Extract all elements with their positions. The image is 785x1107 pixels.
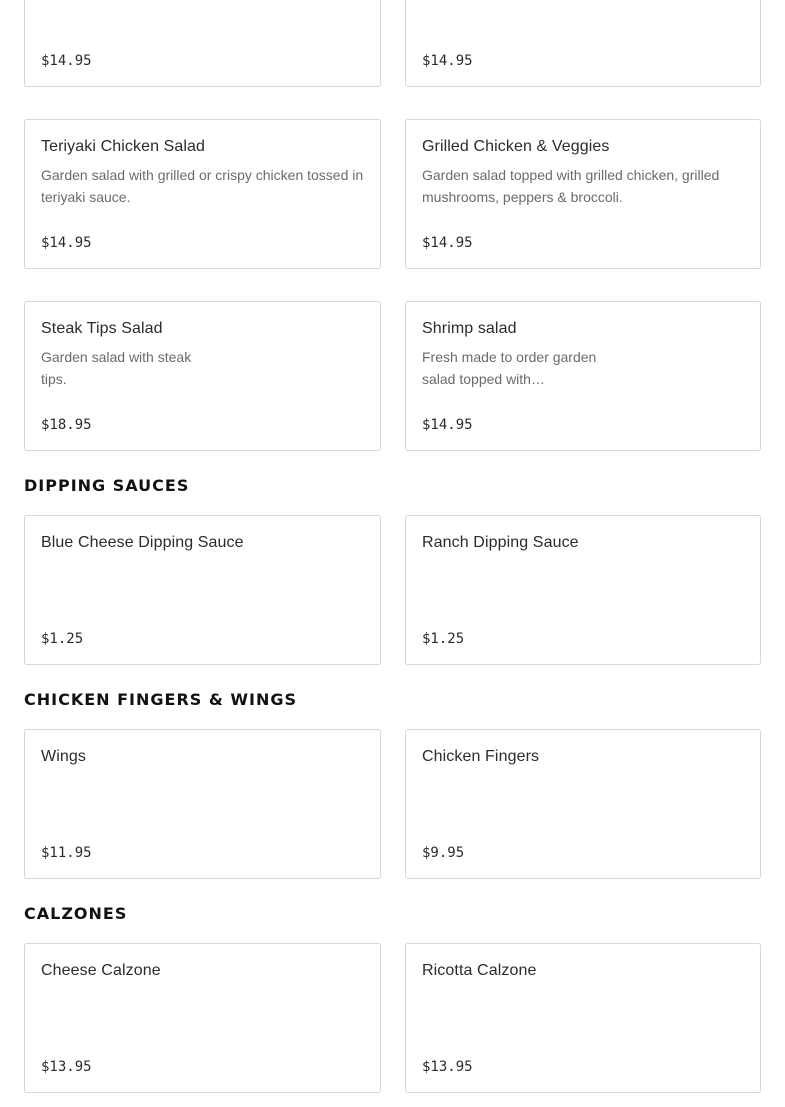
- menu-item-description: [422, 0, 744, 4]
- menu-item-price: $14.95: [422, 235, 473, 251]
- menu-item-description: Garden salad topped with grilled chicken, grilled mushrooms, peppers & broccoli.: [422, 167, 720, 205]
- menu-item-price: $9.95: [422, 845, 465, 861]
- menu-item-price: $14.95: [422, 417, 473, 433]
- menu-item-card[interactable]: [405, 119, 761, 269]
- section-heading-chicken-fingers-wings: CHICKEN FINGERS & WINGS: [24, 690, 298, 709]
- section-heading-dipping-sauces: DIPPING SAUCES: [24, 476, 190, 495]
- menu-item-card[interactable]: [405, 729, 761, 879]
- menu-item-price: $14.95: [41, 53, 92, 69]
- menu-item-price: $18.95: [41, 417, 92, 433]
- menu-item-card[interactable]: [405, 301, 761, 451]
- menu-item-price: $14.95: [41, 235, 92, 251]
- menu-item-title: Grilled Chicken & Veggies: [422, 138, 610, 155]
- menu-item-title: Wings: [41, 748, 86, 765]
- menu-item-title: Cheese Calzone: [41, 962, 161, 979]
- menu-item-title: Steak Tips Salad: [41, 320, 163, 337]
- menu-item-card[interactable]: [24, 0, 381, 87]
- menu-item-title: Shrimp salad: [422, 320, 517, 337]
- menu-item-title: Teriyaki Chicken Salad: [41, 138, 206, 155]
- menu-item-description: Garden salad with grilled or crispy chicken tossed in teriyaki sauce.: [41, 167, 364, 205]
- menu-item-title: Chicken Fingers: [422, 748, 540, 765]
- menu-item-title: Blue Cheese Dipping Sauce: [41, 534, 244, 551]
- menu-item-price: $13.95: [422, 1059, 473, 1075]
- menu-item-price: $13.95: [41, 1059, 92, 1075]
- section-heading-calzones: CALZONES: [24, 904, 128, 923]
- menu-item-card[interactable]: [24, 301, 381, 451]
- menu-item-price: $14.95: [422, 53, 473, 69]
- menu-item-card[interactable]: [405, 0, 761, 87]
- menu-item-card[interactable]: [405, 515, 761, 665]
- menu-item-card[interactable]: [24, 119, 381, 269]
- menu-item-card[interactable]: [405, 943, 761, 1093]
- menu-item-price: $11.95: [41, 845, 92, 861]
- menu-item-card[interactable]: [24, 515, 381, 665]
- menu-item-card[interactable]: [24, 943, 381, 1093]
- menu-item-title: Ranch Dipping Sauce: [422, 534, 579, 551]
- menu-item-price: $1.25: [41, 631, 84, 647]
- menu-item-price: $1.25: [422, 631, 465, 647]
- menu-item-description: Fresh made to order garden salad topped with…: [422, 349, 597, 387]
- menu-item-description: Garden salad with steak tips.: [41, 349, 192, 387]
- menu-item-card[interactable]: [24, 729, 381, 879]
- menu-item-title: Ricotta Calzone: [422, 962, 537, 979]
